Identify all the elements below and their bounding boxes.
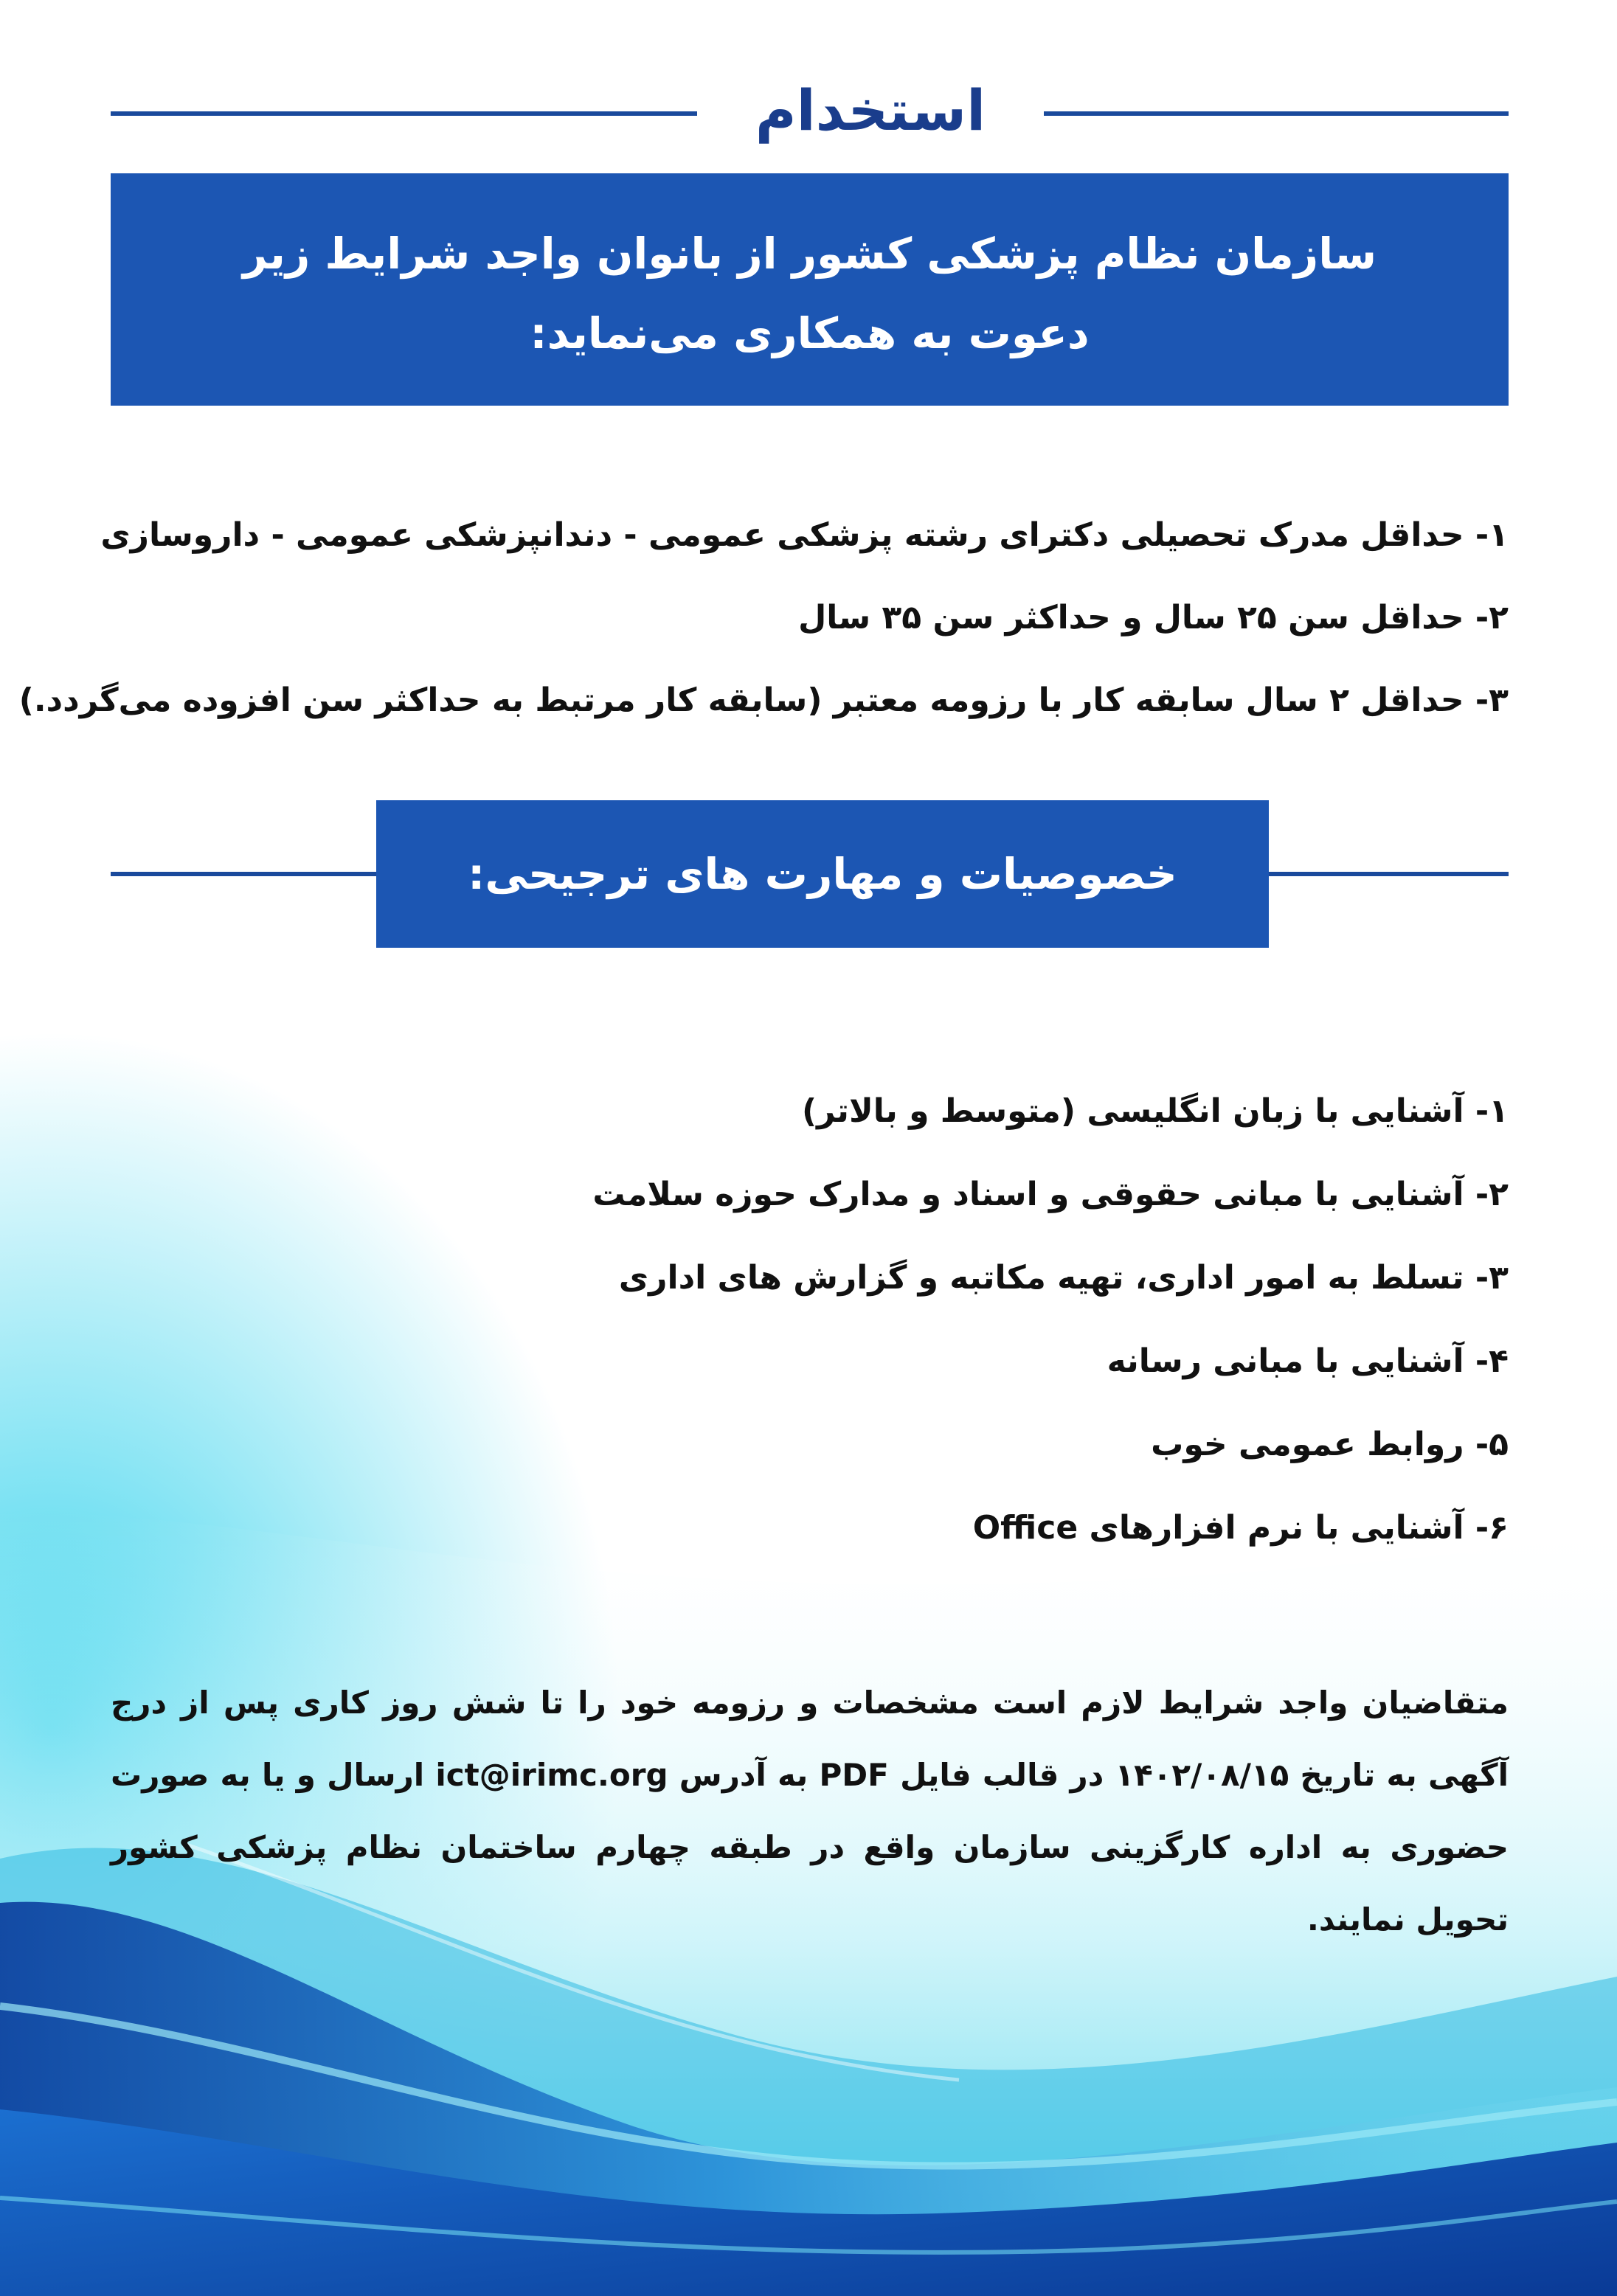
skill-item: ۶- آشنایی با نرم افزارهای Office <box>972 1509 1509 1547</box>
preferred-skills-header <box>111 800 1509 948</box>
skill-item: ۵- روابط عمومی خوب <box>1151 1426 1509 1463</box>
title-row <box>111 70 1509 151</box>
requirements-list <box>18 494 1509 742</box>
skills-list <box>111 1069 1509 1570</box>
application-instructions: متقاضیان واجد شرایط لازم است مشخصات و رزومه خود را تا شش روز کاری پس از درج آگهی به تاریخ ۱۴۰۲/۰۸/۱۵ در قالب فایل PDF به آدرس ict@irimc.org ارسال و یا به صورت حضوری به اداره کارگزینی سازمان واقع در طبقه چهارم ساختمان نظام پزشکی کشور تحویل نمایند. <box>111 1685 1509 1938</box>
requirement-item: ۳- حداقل ۲ سال سابقه کار با رزومه معتبر (سابقه کار مرتبط به حداکثر سن افزوده می‌گردد.) <box>18 681 1509 719</box>
preferred-divider-left <box>111 872 376 876</box>
title-divider-right <box>1044 111 1509 116</box>
title-divider-left <box>111 111 697 116</box>
intro-banner: سازمان نظام پزشکی کشور از بانوان واجد شرایط زیر دعوت به همکاری می‌نماید: <box>111 173 1509 406</box>
page-title: استخدام <box>755 77 986 143</box>
requirement-item: ۱- حداقل مدرک تحصیلی دکترای رشته پزشکی عمومی - دندانپزشکی عمومی - داروسازی <box>100 516 1509 554</box>
skill-item: ۲- آشنایی با مبانی حقوقی و اسناد و مدارک حوزه سلامت <box>592 1176 1509 1213</box>
preferred-divider-right <box>1269 872 1509 876</box>
skill-item: ۱- آشنایی با زبان انگلیسی (متوسط و بالاتر) <box>801 1092 1509 1130</box>
skill-item: ۴- آشنایی با مبانی رسانه <box>1107 1342 1509 1380</box>
requirement-item: ۲- حداقل سن ۲۵ سال و حداکثر سن ۳۵ سال <box>798 599 1509 637</box>
preferred-skills-heading: خصوصیات و مهارت های ترجیحی: <box>376 800 1269 948</box>
skill-item: ۳- تسلط به امور اداری، تهیه مکاتبه و گزارش های اداری <box>618 1259 1509 1297</box>
